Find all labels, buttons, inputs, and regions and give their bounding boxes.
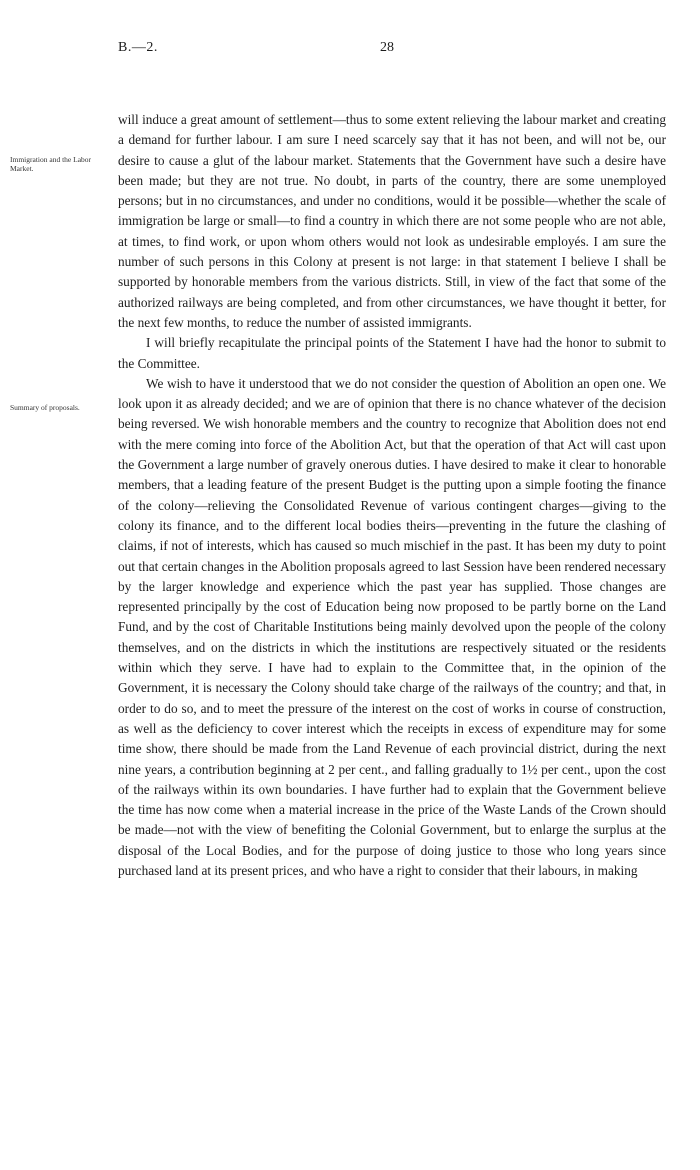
margin-note-summary: Summary of proposals. <box>10 403 80 412</box>
document-reference: B.—2. <box>118 40 158 55</box>
page-header <box>118 40 666 60</box>
page-number: 28 <box>380 40 394 55</box>
paragraph-summary-of-proposals: We wish to have it understood that we do not consider the question of Abolition an open one. We look upon it as already decided; and we are of opinion that there is no chance whatever of the decision being reversed. We wish honorable members and the country to recognize that Abolition does not end with the mere coming into force of the Abolition Act, but that the operation of that Act will cast upon the Government a large number of gravely onerous duties. I have desired to make it clear to honorable members, that a leading feature of the present Budget is the putting upon a simple footing the finance of the colony—relieving the Consolidated Revenue of various contingent charges—giving to the colony its finance, and to the different local bodies theirs—preventing in the future the clashing of claims, if not of interests, which has caused so much mischief in the past. It has been my duty to point out that certain changes in the Abolition proposals agreed to last Session have been rendered necessary by the larger knowledge and experience which the past year has supplied. Those changes are represented principally by the cost of Education being now proposed to be partly borne on the Land Fund, and by the cost of Charitable Institutions being mainly devolved upon the people of the colony themselves, and on the districts in which the institutions are respectively situated or the residents within which they serve. I have had to explain to the Committee that, in the opinion of the Government, it is necessary the Colony should take charge of the railways of the country; and that, in order to do so, and to meet the pressure of the interest on the cost of works in course of construction, as well as the deficiency to cover interest which the receipts in excess of expenditure may for some time show, there should be made from the Land Revenue of each provincial district, during the next nine years, a contribution beginning at 2 per cent., and falling gradually to 1½ per cent., upon the cost of the railways within its own boundaries. I have further had to explain that the Government believe the time has now come when a material increase in the price of the Waste Lands of the Crown should be made—not with the view of benefiting the Colonial Government, but to enlarge the surplus at the disposal of the Local Bodies, and for the purpose of doing justice to those who long years since purchased land at its present prices, and who have a right to consider that their labours, in making <box>118 375 666 878</box>
paragraph-continuation: will induce a great amount of settlement—thus to some extent relieving the labour market and creating a demand for further labour. I am sure I need scarcely say that it has not been, and will not be, our desire to cause a glut of the labour market. Statements that the Government have such a desire have been made; but they are not true. No doubt, in parts of the country, there are some unemployed persons; but in no circumstances, and under no conditions, would it be possible—whether the scale of immigration be large or small—to find a country in which there are not some people who are not able, at times, to find work, or upon whom others would not look as undesirable employés. I am sure the number of such persons in this Colony at present is not large: in that statement I believe I shall be supported by honorable members from the various districts. Still, in view of the fact that some of the authorized railways are being completed, and from other circumstances, we have thought it better, for the next few months, to reduce the number of assisted immigrants. <box>118 112 666 330</box>
margin-note-immigration: Immigration and the Labor Market. <box>10 155 92 173</box>
paragraph-recapitulation: I will briefly recapitulate the principal points of the Statement I have had the honor to submit to the Committee. <box>118 335 666 371</box>
body-text <box>118 110 666 881</box>
